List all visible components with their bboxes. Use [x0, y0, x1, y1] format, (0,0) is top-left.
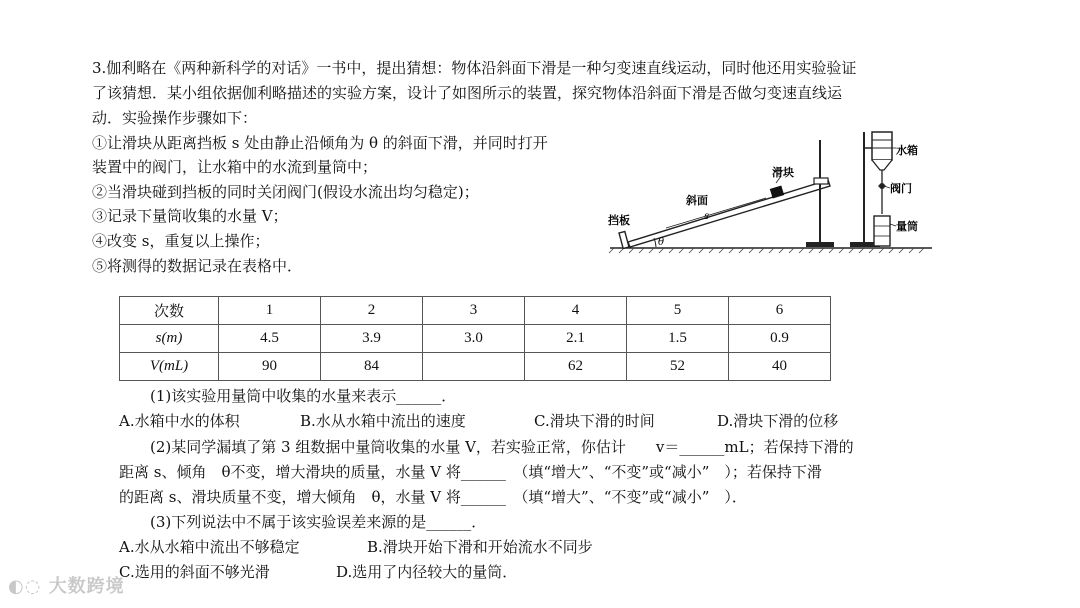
data-table	[119, 296, 831, 381]
table-header-row	[120, 297, 831, 325]
table-cell: 4.5	[219, 325, 321, 353]
support-clamp	[814, 178, 828, 184]
label-valve: 阀门	[890, 182, 912, 195]
table-cell: 3	[423, 297, 525, 325]
baffle	[619, 231, 629, 248]
table-cell: 6	[729, 297, 831, 325]
watermark-logo	[8, 572, 125, 598]
question-2-line-1: (2)某同学漏填了第 3 组数据中量筒收集的水量 V，若实验正常，你估计 v＝______mL；若保持下滑的	[150, 438, 854, 456]
table-cell: 62	[525, 353, 627, 381]
label-tank: 水箱	[896, 144, 918, 157]
table-row-v	[120, 353, 831, 381]
water-tank	[872, 132, 892, 160]
table-cell: 3.0	[423, 325, 525, 353]
step-1-line-2: 装置中的阀门，让水箱中的水流到量筒中；	[92, 158, 378, 176]
label-s: s	[704, 211, 710, 222]
question-1-option-d: D.滑块下滑的位移	[717, 412, 839, 430]
question-1-option-b: B.水从水箱中流出的速度	[300, 412, 466, 430]
tank-funnel	[872, 160, 892, 170]
table-cell: 3.9	[321, 325, 423, 353]
intro-line-1: 3.伽利略在《两种新科学的对话》一书中，提出猜想：物体沿斜面下滑是一种匀变速直线运动，同时他还用实验验证	[92, 59, 857, 77]
s-arrow	[666, 198, 766, 228]
label-slider: 滑块	[772, 166, 794, 179]
table-cell: 90	[219, 353, 321, 381]
table-cell: 1.5	[627, 325, 729, 353]
support-base	[806, 242, 834, 247]
table-cell: 5	[627, 297, 729, 325]
label-incline: 斜面	[686, 194, 708, 207]
step-4: ④改变 s，重复以上操作；	[92, 232, 270, 250]
watermark-icon: ◐◌	[8, 576, 49, 597]
intro-line-3: 动．实验操作步骤如下：	[92, 109, 258, 127]
question-1-option-c: C.滑块下滑的时间	[534, 412, 655, 430]
step-5: ⑤将测得的数据记录在表格中．	[92, 257, 303, 275]
question-1-stem: (1)该实验用量筒中收集的水量来表示______．	[150, 387, 457, 405]
question-3-option-c: C.选用的斜面不够光滑	[119, 563, 270, 581]
question-2-line-3: 的距离 s、滑块质量不变，增大倾角 θ，水量 V 将______ （填“增大”、“不变”或“减小” ）．	[119, 488, 747, 506]
label-cylinder: 量筒	[896, 220, 918, 233]
table-cell: 2	[321, 297, 423, 325]
question-2-line-2: 距离 s、倾角 θ不变，增大滑块的质量，水量 V 将______ （填“增大”、“不变”或“减小” ）；若保持下滑	[119, 463, 822, 481]
question-3-option-d: D.选用了内径较大的量筒．	[336, 563, 518, 581]
question-1-option-a: A.水箱中水的体积	[119, 412, 240, 430]
watermark-text: 大数跨境	[48, 576, 125, 597]
table-cell: 1	[219, 297, 321, 325]
table-cell: V(mL)	[120, 353, 219, 381]
table-cell: 84	[321, 353, 423, 381]
question-3-option-a: A.水从水箱中流出不够稳定	[119, 538, 300, 556]
label-theta: θ	[658, 237, 665, 248]
apparatus-diagram	[606, 128, 936, 260]
step-1-line-1: ①让滑块从距离挡板 s 处由静止沿倾角为 θ 的斜面下滑，并同时打开	[92, 134, 548, 152]
measuring-cylinder	[874, 216, 890, 246]
label-baffle: 挡板	[608, 214, 630, 227]
question-3-stem: (3)下列说法中不属于该实验误差来源的是______．	[150, 513, 487, 531]
table-cell: 次数	[120, 297, 219, 325]
question-3-option-b: B.滑块开始下滑和开始流水不同步	[367, 538, 593, 556]
table-row-s	[120, 325, 831, 353]
step-3: ③记录下量筒收集的水量 V；	[92, 207, 288, 225]
table-cell: 40	[729, 353, 831, 381]
step-2: ②当滑块碰到挡板的同时关闭阀门(假设水流出均匀稳定)；	[92, 183, 479, 201]
table-cell	[423, 353, 525, 381]
intro-line-2: 了该猜想．某小组依据伽利略描述的实验方案，设计了如图所示的装置，探究物体沿斜面下滑是否做匀变速直线运	[92, 84, 843, 102]
table-cell: 0.9	[729, 325, 831, 353]
table-cell: 4	[525, 297, 627, 325]
table-cell: s(m)	[120, 325, 219, 353]
table-cell: 2.1	[525, 325, 627, 353]
table-cell: 52	[627, 353, 729, 381]
